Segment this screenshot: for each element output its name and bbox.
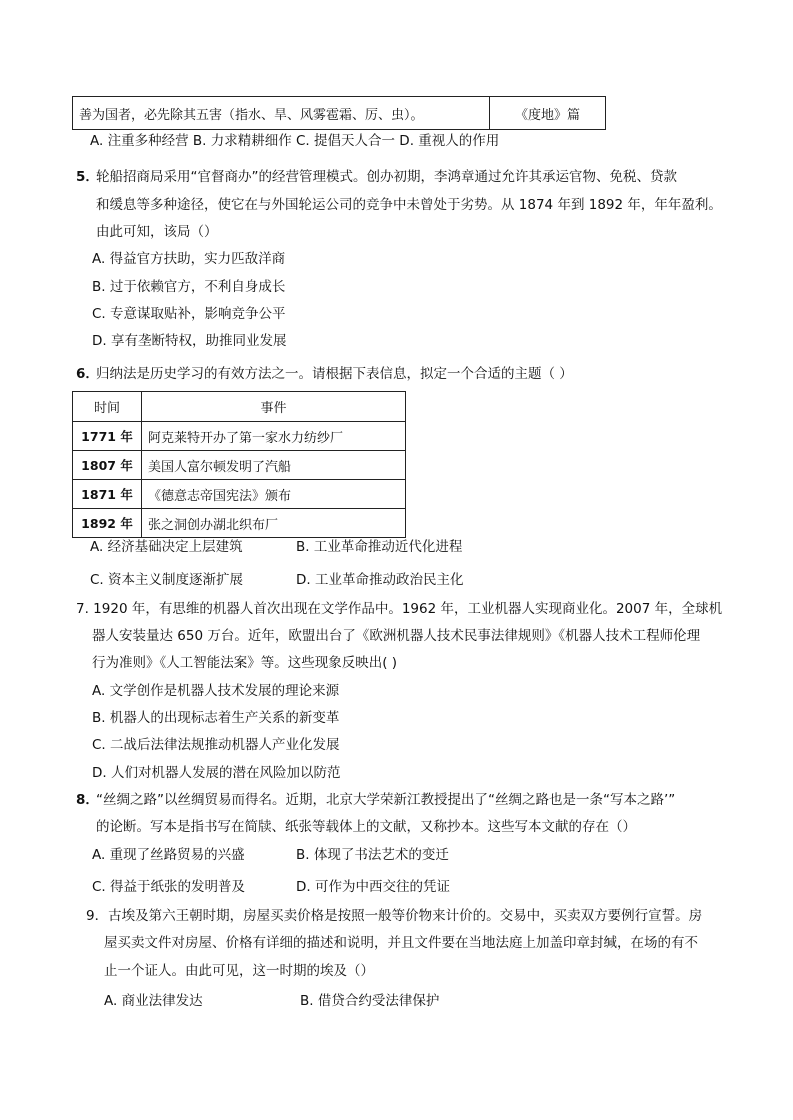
q7-option-a: A. 文学创作是机器人技术发展的理论来源: [92, 683, 340, 699]
q9-option-a: A. 商业法律发达: [104, 993, 203, 1009]
q5-option-b: B. 过于依赖官方，不利自身成长: [92, 279, 286, 295]
q7-stem-line-3: 行为准则》《人工智能法案》等。这些现象反映出( ): [92, 655, 398, 671]
q5-option-a: A. 得益官方扶助，实力匹敌洋商: [92, 251, 286, 267]
q5-stem-line-3: 由此可知，该局（）: [96, 224, 218, 240]
q6-row-2-event: 美国人富尔顿发明了汽船: [142, 451, 406, 480]
q6-number: 6．: [76, 366, 99, 382]
q6-option-c: C. 资本主义制度逐渐扩展: [90, 572, 244, 588]
q8-number: 8．: [76, 792, 99, 808]
q6-option-d: D. 工业革命推动政治民主化: [296, 572, 464, 588]
q6-stem: 归纳法是历史学习的有效方法之一。请根据下表信息，拟定一个合适的主题（ ）: [96, 366, 573, 382]
q9-stem-line-1: 9．古埃及第六王朝时期，房屋买卖价格是按照一般等价物来计价的。交易中，买卖双方要例行宣誓。房: [86, 908, 703, 924]
q6-option-a: A. 经济基础决定上层建筑: [90, 539, 243, 555]
q6-row-3-year: 1871 年: [73, 480, 142, 509]
q4-quote-table: [72, 96, 606, 130]
q5-number: 5．: [76, 169, 99, 185]
q8-option-c: C. 得益于纸张的发明普及: [92, 879, 246, 895]
q9-option-b: B. 借贷合约受法律保护: [300, 993, 440, 1009]
q7-option-d: D. 人们对机器人发展的潜在风险加以防范: [92, 765, 341, 781]
table-row: [73, 422, 406, 451]
q5-option-c: C. 专意谋取贴补，影响竞争公平: [92, 306, 286, 322]
q6-row-1-event: 阿克莱特开办了第一家水力纺纱厂: [142, 422, 406, 451]
q7-stem-line-2: 器人安装量达 650 万台。近年，欧盟出台了《欧洲机器人技术民事法律规则》《机器人技术工程师伦理: [92, 628, 701, 644]
q5-option-d: D. 享有垄断特权，助推同业发展: [92, 333, 287, 349]
q4-quote-cell: 善为国者，必先除其五害（指水、旱、风雾雹霜、厉、虫）。: [73, 97, 490, 130]
q6-row-1-year: 1771 年: [73, 422, 142, 451]
q9-stem-line-3: 止一个证人。由此可见，这一时期的埃及（）: [104, 963, 374, 979]
q6-row-4-event: 张之洞创办湖北织布厂: [142, 509, 406, 538]
q8-option-d: D. 可作为中西交往的凭证: [296, 879, 450, 895]
table-row: [73, 480, 406, 509]
q7-stem-line-1: 7. 1920 年，有思维的机器人首次出现在文学作品中。1962 年，工业机器人实现商业化。2007 年，全球机: [76, 601, 723, 617]
q5-stem-line-2: 和缓息等多种途径，使它在与外国轮运公司的竞争中未曾处于劣势。从 1874 年到 1892 年，年年盈利。: [96, 197, 722, 213]
q6-events-table: [72, 391, 406, 538]
q8-option-a: A. 重现了丝路贸易的兴盛: [92, 847, 245, 863]
q4-options: A. 注重多种经营 B. 力求精耕细作 C. 提倡天人合一 D. 重视人的作用: [90, 133, 500, 149]
q5-stem-line-1: 轮船招商局采用“官督商办”的经营管理模式。创办初期，李鸿章通过允许其承运官物、免税、贷款: [96, 169, 677, 185]
q8-stem-line-1: “丝绸之路”以丝绸贸易而得名。近期，北京大学荣新江教授提出了“丝绸之路也是一条“写本之路’”: [96, 792, 676, 808]
q4-source-cell: 《度地》篇: [490, 97, 606, 130]
q7-option-c: C. 二战后法律法规推动机器人产业化发展: [92, 737, 340, 753]
table-row: [73, 451, 406, 480]
q6-header-time: 时间: [73, 392, 142, 422]
q7-option-b: B. 机器人的出现标志着生产关系的新变革: [92, 710, 340, 726]
q6-row-4-year: 1892 年: [73, 509, 142, 538]
q6-row-3-event: 《德意志帝国宪法》颁布: [142, 480, 406, 509]
table-row: [73, 509, 406, 538]
q6-header-event: 事件: [142, 392, 406, 422]
q9-stem-line-2: 屋买卖文件对房屋、价格有详细的描述和说明，并且文件要在当地法庭上加盖印章封缄，在场的有不: [104, 935, 698, 951]
q8-stem-line-2: 的论断。写本是指书写在简牍、纸张等载体上的文献，又称抄本。这些写本文献的存在（）: [96, 819, 636, 835]
q6-row-2-year: 1807 年: [73, 451, 142, 480]
q8-option-b: B. 体现了书法艺术的变迁: [296, 847, 449, 863]
q6-option-b: B. 工业革命推动近代化进程: [296, 539, 463, 555]
